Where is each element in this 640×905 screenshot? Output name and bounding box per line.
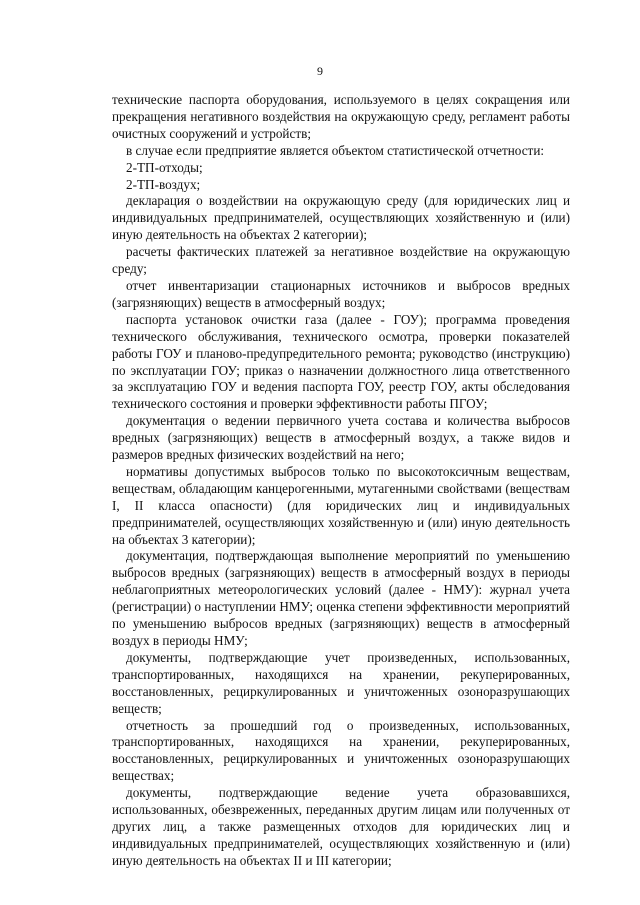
paragraph: отчет инвентаризации стационарных источников и выбросов вредных (загрязняющих) веществ в атмосферный воздух;: [112, 277, 570, 310]
paragraph: 2-ТП-отходы;: [126, 159, 203, 175]
paragraph: отчетность за прошедший год о произведенных, использованных, транспортированных, находящихся на хранении, рекуперированных, восстановленных, рециркулированных и уничтоженных озоноразрушающих веществах;: [112, 717, 570, 784]
paragraph: документы, подтверждающие учет произведенных, использованных, транспортированных, находящихся на хранении, рекуперированных, восстановленных, рециркулированных и уничтоженных озоноразрушающих веществ;: [112, 649, 570, 716]
paragraph: в случае если предприятие является объектом статистической отчетности:: [126, 142, 545, 158]
paragraph: расчеты фактических платежей за негативное воздействие на окружающую среду;: [112, 244, 570, 277]
paragraph: паспорта установок очистки газа (далее - ГОУ); программа проведения технического обслуживания, технического осмотра, проверки показателей работы ГОУ и планово-предупредительного ремонта; руководство (инструкцию) по эксплуатации ГОУ; приказ о назначении должностного лица ответственного за эксплуатацию ГОУ и ведения паспорта ГОУ, реестр ГОУ, акты обследования технического состояния и проверки эффективности работы ПГОУ;: [112, 311, 570, 412]
page-number: 9: [317, 64, 323, 78]
paragraph: 2-ТП-воздух;: [126, 176, 201, 192]
paragraph: нормативы допустимых выбросов только по высокотоксичным веществам, веществам, обладающим канцерогенными, мутагенными свойствами (веществам I, II класса опасности) (для юридических лиц и индивидуальных предпринимателей, осуществляющих хозяйственную и (или) иную деятельность на объектах 3 категории);: [112, 463, 570, 547]
paragraph: декларация о воздействии на окружающую среду (для юридических лиц и индивидуальных предпринимателей, осуществляющих хозяйственную и (или) иную деятельность на объектах 2 категории);: [112, 193, 570, 243]
paragraph: документация, подтверждающая выполнение мероприятий по уменьшению выбросов вредных (загрязняющих) веществ в атмосферный воздух в периоды неблагоприятных метеорологических условий (далее - НМУ): журнал учета (регистрации) о наступлении НМУ; оценка степени эффективности мероприятий по уменьшению выбросов вредных (загрязняющих) веществ в атмосферный воздух в периоды НМУ;: [112, 548, 570, 648]
paragraph: технические паспорта оборудования, используемого в целях сокращения или прекращения негативного воздействия на окружающую среду, регламент работы очистных сооружений и устройств;: [112, 92, 570, 141]
paragraph: документация о ведении первичного учета состава и количества выбросов вредных (загрязняющих) веществ в атмосферный воздух, а также видов и размеров вредных физических воздействий на него;: [112, 413, 570, 463]
paragraph: документы, подтверждающие ведение учета образовавшихся, использованных, обезвреженных, переданных другим лицам или полученных от других лиц, а также размещенных отходов для юридических лиц и индивидуальных предпринимателей, осуществляющих хозяйственную и (или) иную деятельность на объектах II и III категории;: [112, 785, 570, 868]
document-body: [112, 92, 570, 870]
